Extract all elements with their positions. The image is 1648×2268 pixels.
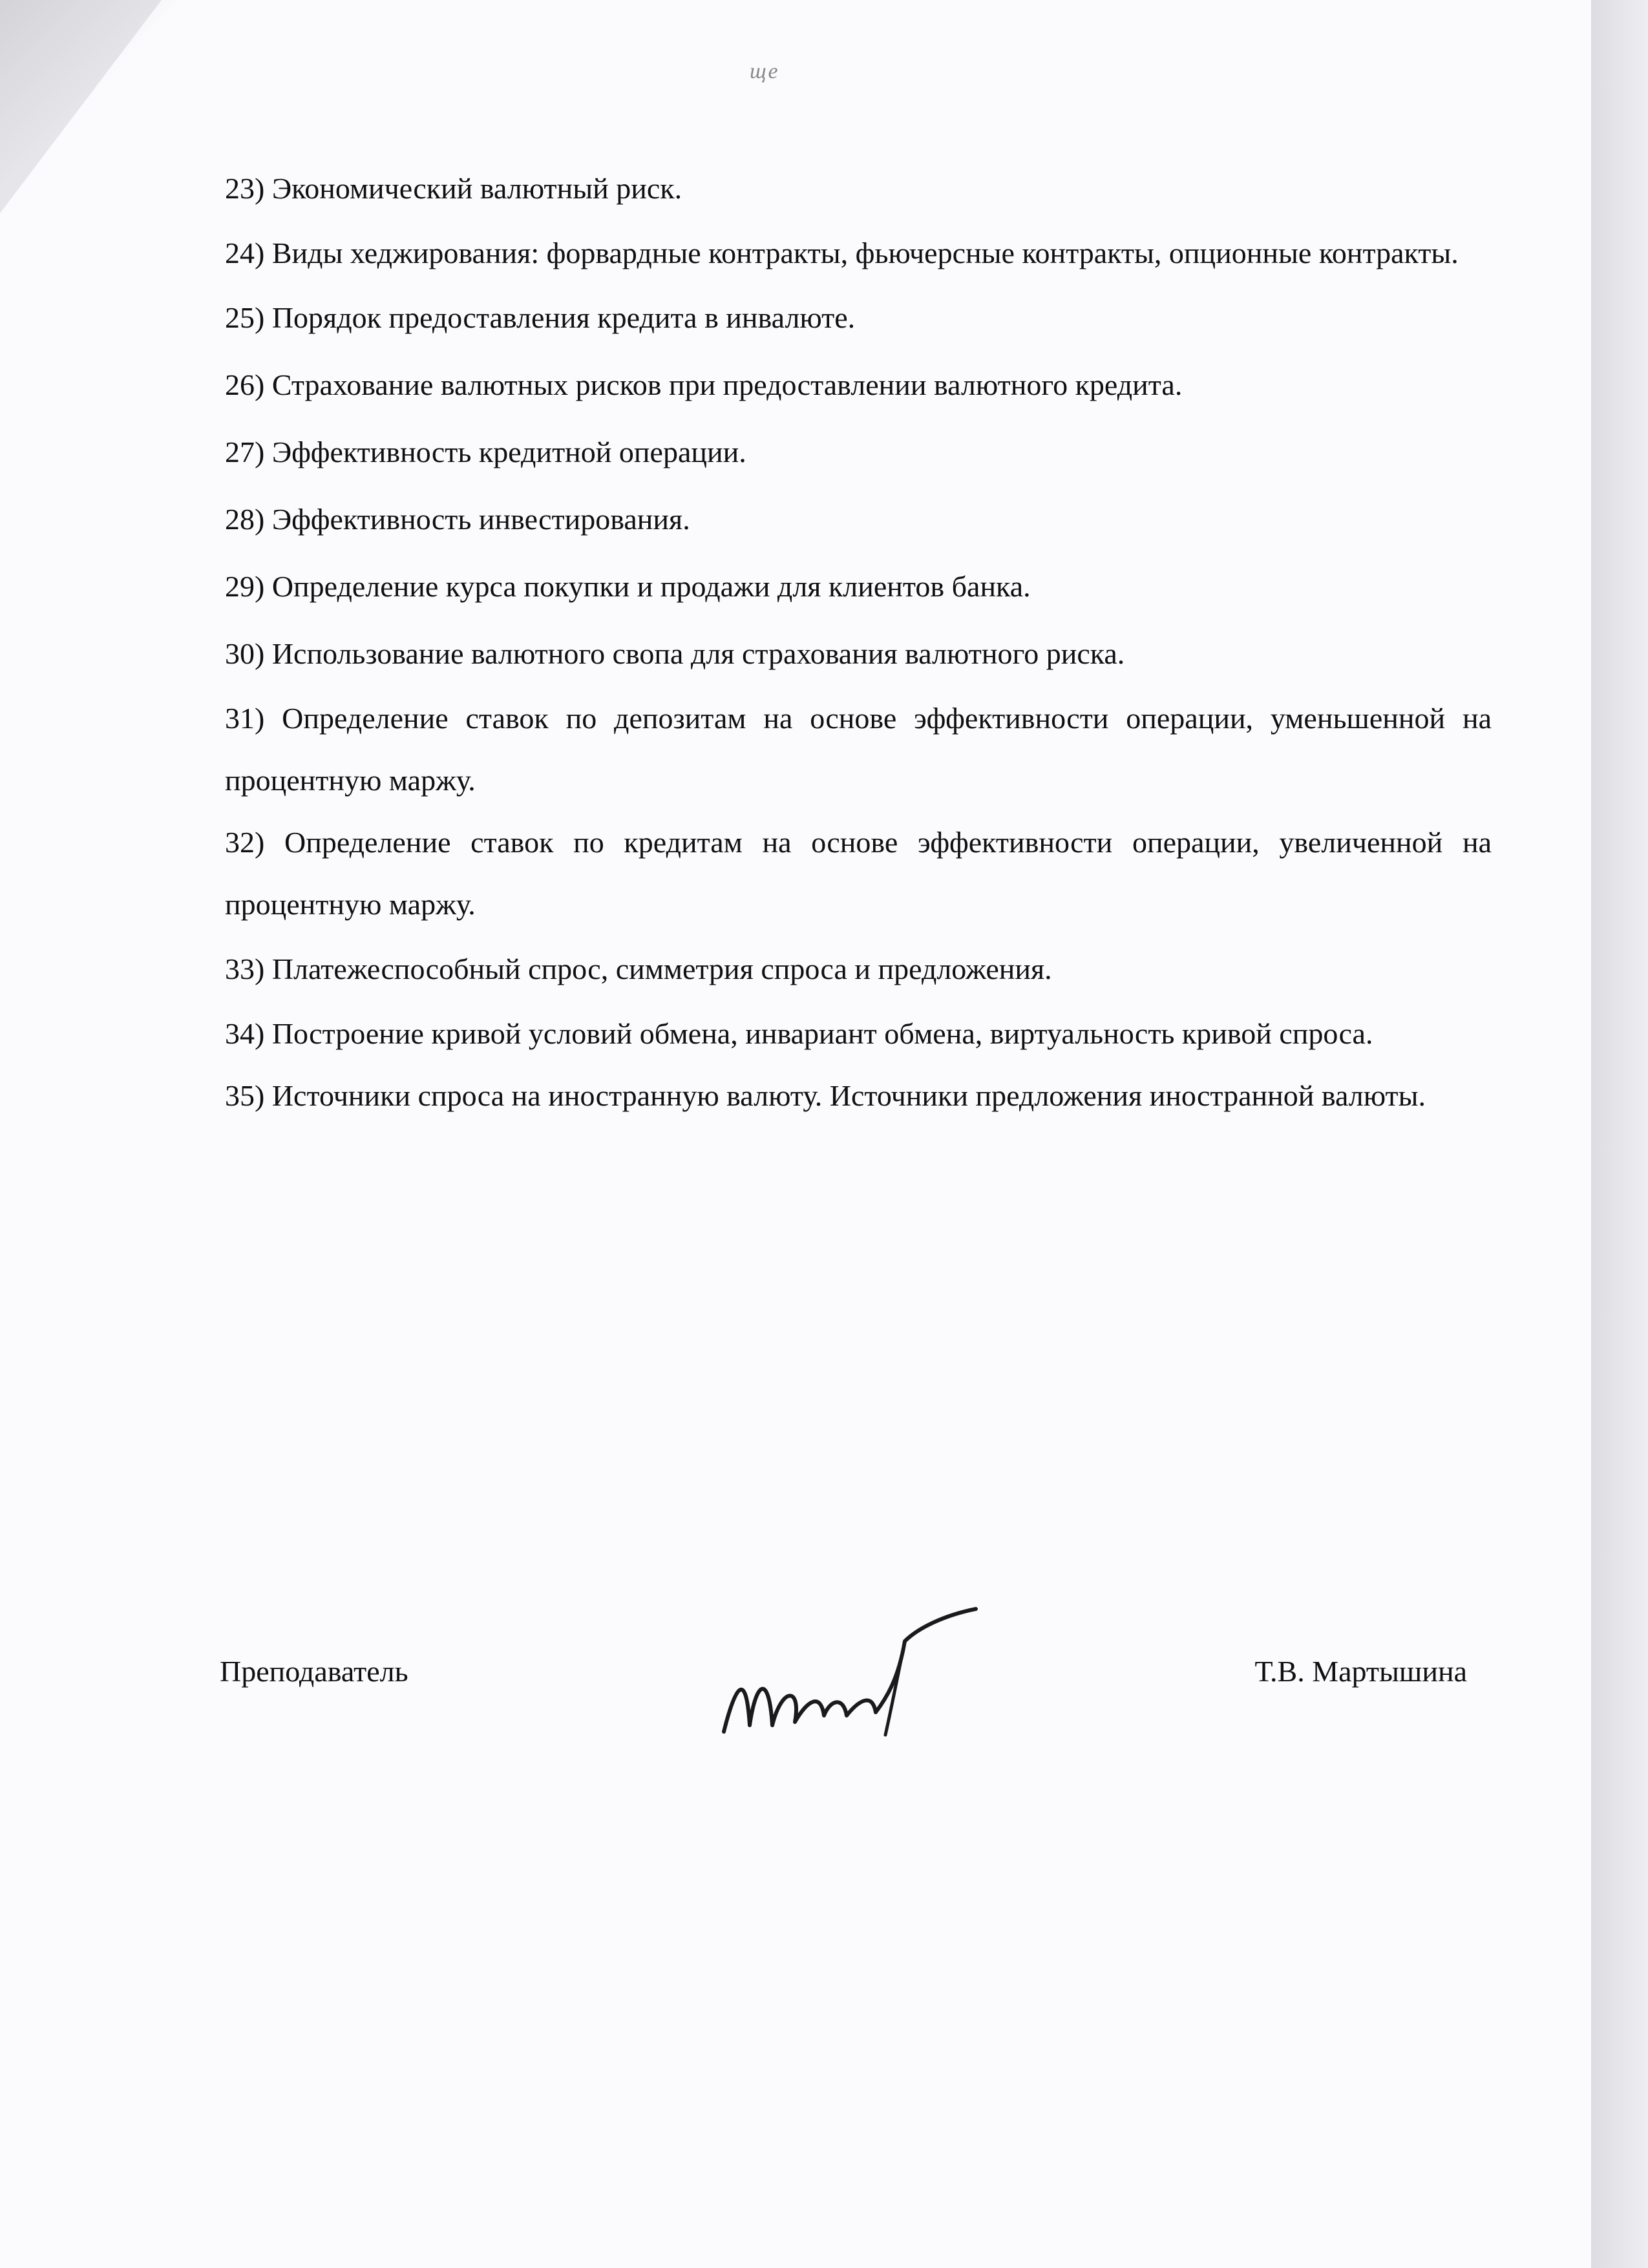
list-item: 33) Платежеспособный спрос, симметрия спроса и предложения. [225, 952, 1052, 985]
teacher-name: Т.В. Мартышина [1254, 1655, 1467, 1688]
list-item: 28) Эффективность инвестирования. [225, 503, 690, 536]
corner-shadow [0, 0, 213, 213]
list-item: 34) Построение кривой условий обмена, инвариант обмена, виртуальность кривой спроса. [225, 1017, 1373, 1050]
list-item: 23) Экономический валютный риск. [225, 172, 682, 205]
list-item: 27) Эффективность кредитной операции. [225, 436, 746, 468]
handwritten-signature [711, 1602, 982, 1745]
list-item: 35) Источники спроса на иностранную валюту. Источники предложения иностранной валюты. [225, 1079, 1426, 1112]
scan-background-edge [1591, 0, 1648, 2268]
list-item: 26) Страхование валютных рисков при предоставлении валютного кредита. [225, 368, 1183, 401]
list-item: 32) Определение ставок по кредитам на основе эффективности операции, увеличенной на процентную маржу. [225, 826, 1492, 921]
header-scribble: ще [750, 59, 779, 83]
exam-questions-list [225, 155, 1492, 1127]
list-item: 25) Порядок предоставления кредита в инвалюте. [225, 301, 856, 334]
list-item: 31) Определение ставок по депозитам на основе эффективности операции, уменьшенной на процентную маржу. [225, 702, 1492, 797]
list-item: 30) Использование валютного свопа для страхования валютного риска. [225, 637, 1125, 670]
teacher-role-label: Преподаватель [220, 1655, 408, 1688]
list-item: 29) Определение курса покупки и продажи для клиентов банка. [225, 570, 1031, 603]
list-item: 24) Виды хеджирования: форвардные контракты, фьючерсные контракты, опционные контракты. [225, 236, 1459, 269]
